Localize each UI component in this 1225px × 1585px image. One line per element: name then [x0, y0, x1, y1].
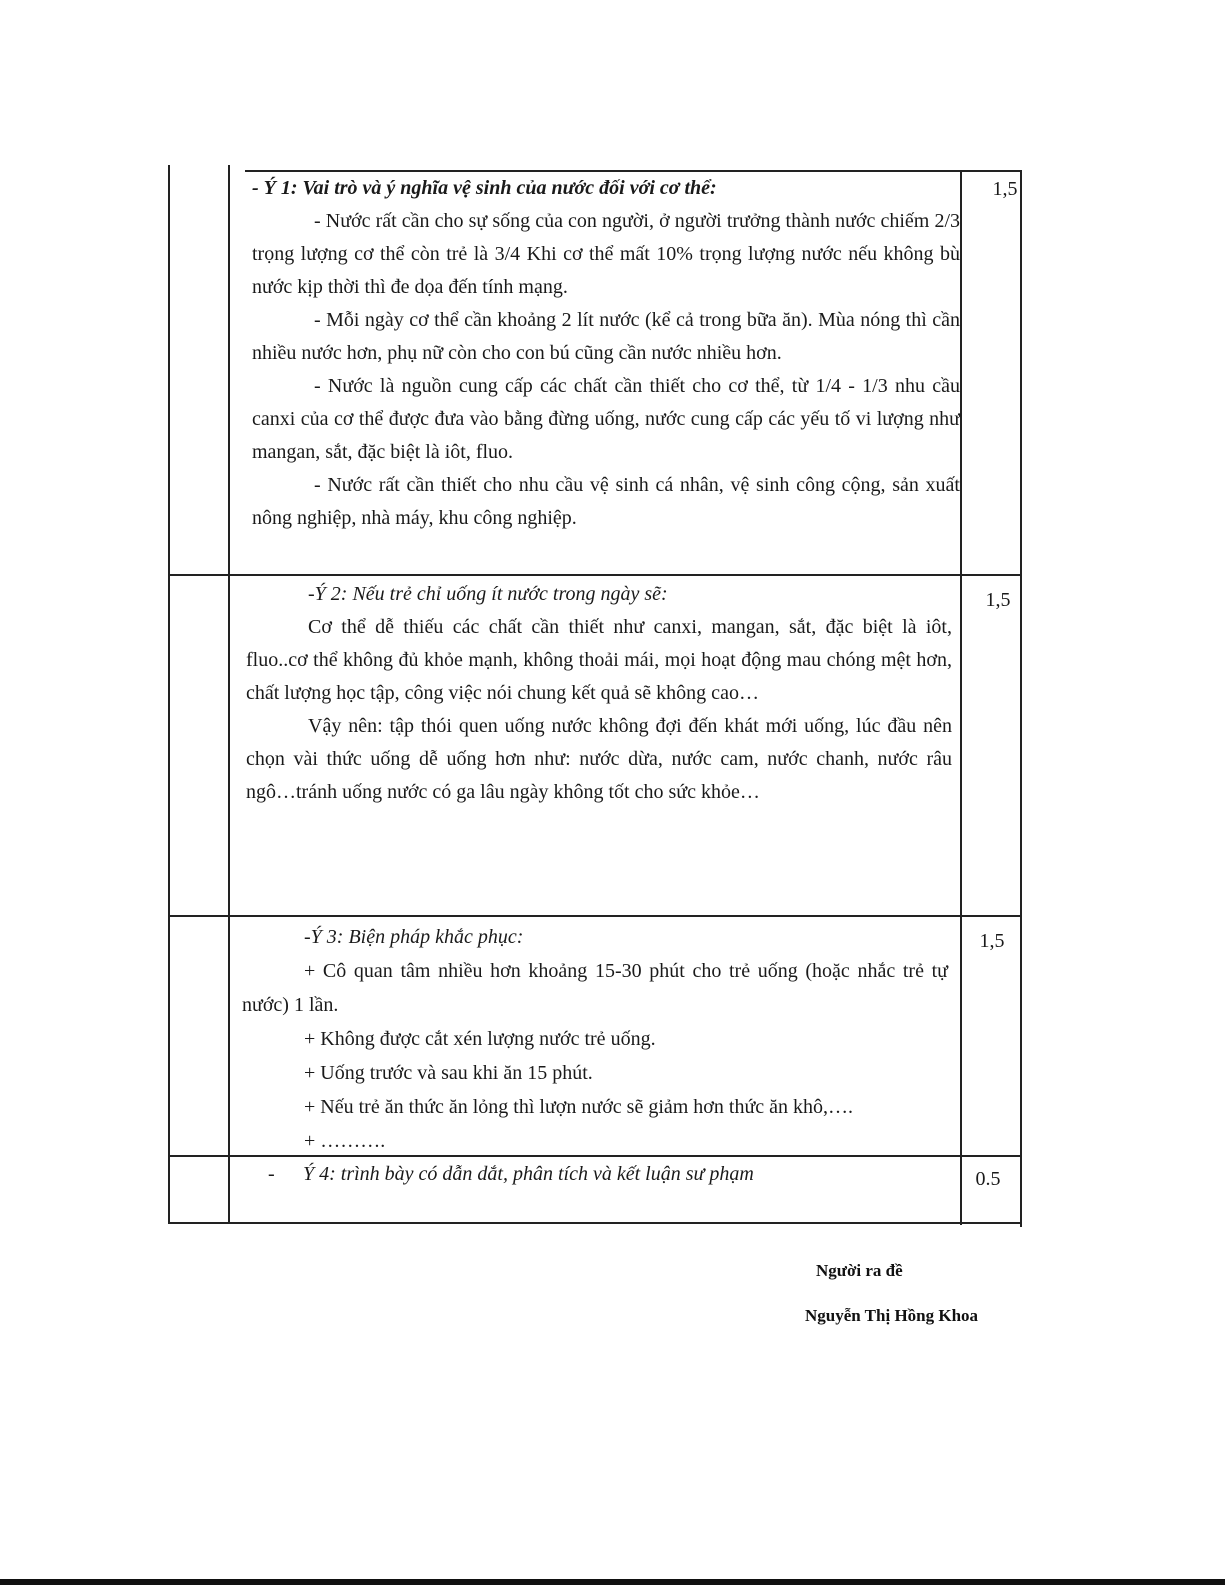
row-3-paragraph: + Không được cắt xén lượng nước trẻ uống. [304, 1028, 656, 1050]
signature-role: Người ra đề [816, 1261, 903, 1280]
row-1-paragraph: - Nước rất cần cho sự sống của con người, ở người trưởng thành nước chiếm 2/3 trọng lượng cơ thể còn trẻ là 3/4 Khi cơ thể mất 10% trọng lượng nước nếu không bù nước kịp thời thì đe dọa đến tính mạng. [252, 210, 960, 298]
row-3-paragraph: + Cô quan tâm nhiều hơn khoảng 15-30 phút cho trẻ uống (hoặc nhắc trẻ tự nước) 1 lần. [242, 960, 948, 1016]
row-3-paragraph: + Nếu trẻ ăn thức ăn lỏng thì lượn nước sẽ giảm hơn thức ăn khô,…. [304, 1096, 854, 1118]
row-1-paragraph: - Mỗi ngày cơ thể cần khoảng 2 lít nước (kể cả trong bữa ăn). Mùa nóng thì cần nhiều nước hơn, phụ nữ còn cho con bú cũng cần nước nhiều hơn. [252, 309, 960, 364]
row-1-score: 1,5 [992, 178, 1018, 200]
row-3-content [242, 920, 948, 1158]
table-bottom-border [168, 1222, 1022, 1224]
row-2-score: 1,5 [985, 589, 1011, 611]
table-left-border [168, 165, 170, 1223]
row-3-heading: -Ý 3: Biện pháp khắc phục: [304, 926, 524, 948]
row-1-paragraph: - Nước là nguồn cung cấp các chất cần thiết cho cơ thể, từ 1/4 - 1/3 nhu cầu canxi của cơ thể được đưa vào bằng đừng uống, nước cung cấp các yếu tố vi lượng như mangan, sắt, đặc biệt là iôt, fluo. [252, 375, 960, 463]
signature-name: Nguyễn Thị Hồng Khoa [805, 1306, 979, 1325]
row-1-content [252, 172, 960, 535]
row-3-paragraph: + Uống trước và sau khi ăn 15 phút. [304, 1062, 593, 1084]
row-2-paragraph: Cơ thể dễ thiếu các chất cần thiết như canxi, mangan, sắt, đặc biệt là iôt, fluo..cơ thể không đủ khỏe mạnh, không thoải mái, mọi hoạt động mau chóng mệt hơn, chất lượng học tập, công việc nói chung kết quả sẽ không cao… [246, 616, 952, 704]
row2-bottom-border [168, 915, 1022, 917]
row-4-heading: Ý 4: trình bày có dẫn dắt, phân tích và kết luận sư phạm [303, 1163, 754, 1185]
row1-bottom-border [168, 574, 1022, 576]
row-4-score: 0.5 [975, 1168, 1001, 1190]
table-right-border [1020, 172, 1022, 1227]
row-2-content [246, 578, 952, 809]
scan-edge [0, 1579, 1225, 1585]
table-score-divider [960, 170, 962, 1225]
row-1-heading: - Ý 1: Vai trò và ý nghĩa vệ sinh của nước đối với cơ thể: [252, 177, 717, 199]
row-4-dash: - [268, 1163, 275, 1185]
row-3-score: 1,5 [979, 930, 1005, 952]
table-col-divider [228, 165, 230, 1223]
row-1-paragraph: - Nước rất cần thiết cho nhu cầu vệ sinh cá nhân, vệ sinh công cộng, sản xuất nông nghiệp, nhà máy, khu công nghiệp. [252, 474, 960, 529]
row-2-paragraph: Vậy nên: tập thói quen uống nước không đợi đến khát mới uống, lúc đầu nên chọn vài thức uống dễ uống hơn như: nước dừa, nước cam, nước chanh, nước râu ngô…tránh uống nước có ga lâu ngày không tốt cho sức khỏe… [246, 715, 952, 803]
row-3-paragraph: + ………. [304, 1130, 386, 1152]
row-2-heading: -Ý 2: Nếu trẻ chỉ uống ít nước trong ngày sẽ: [308, 583, 668, 605]
